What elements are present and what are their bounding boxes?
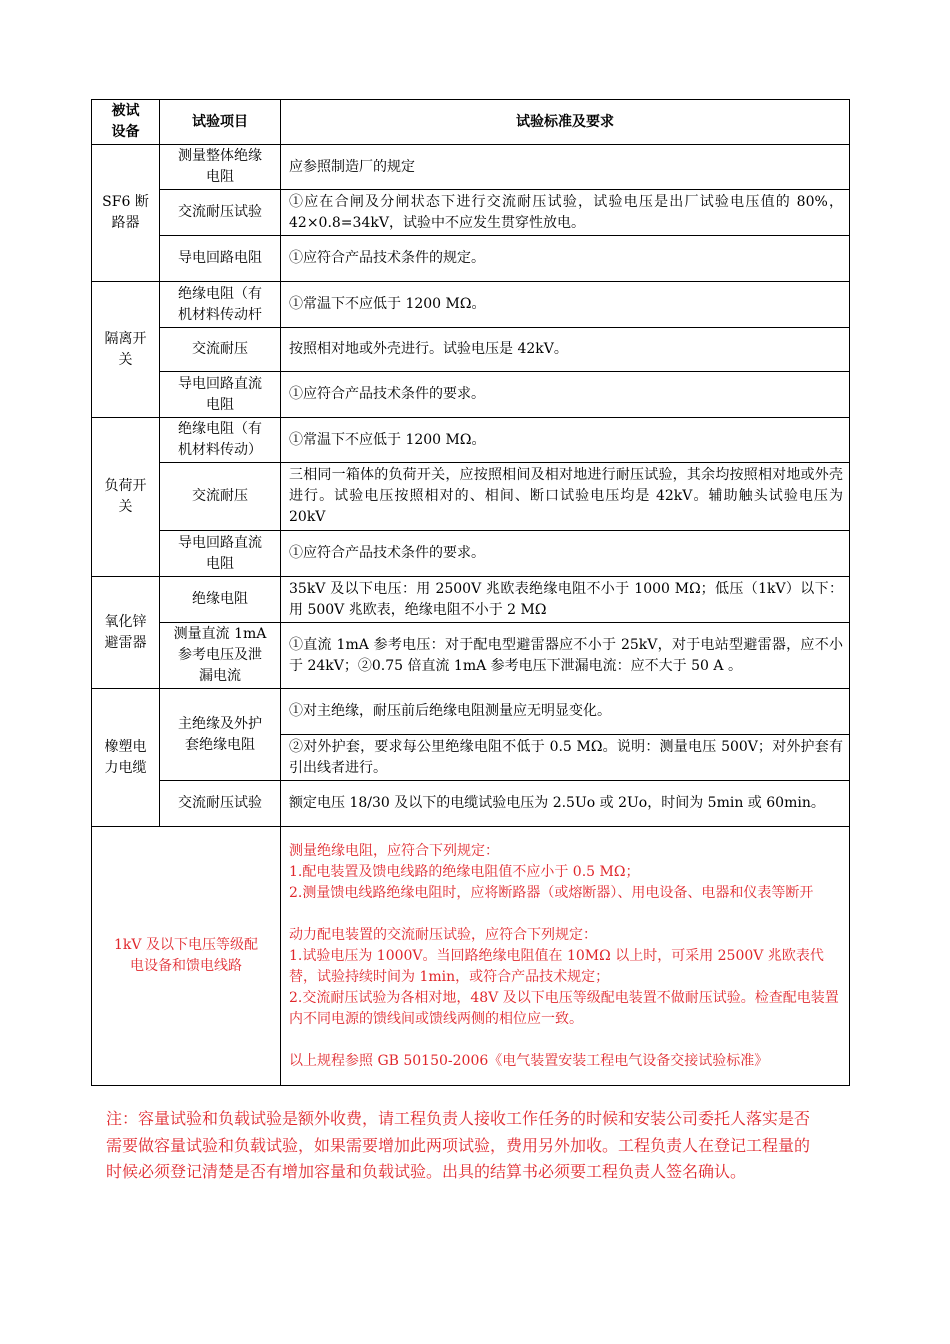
item-cell: 主绝缘及外护 套绝缘电阻 (160, 689, 281, 781)
standard-cell: 35kV 及以下电压：用 2500V 兆欧表绝缘电阻不小于 1000 MΩ；低压（1kV）以下：用 500V 兆欧表，绝缘电阻不小于 2 MΩ (281, 577, 850, 623)
standard-cell: ①对主绝缘，耐压前后绝缘电阻测量应无明显变化。 (281, 689, 850, 735)
item-cell: 导电回路电阻 (160, 236, 281, 282)
table-row (92, 372, 850, 418)
standard-cell: 三相同一箱体的负荷开关，应按照相间及相对地进行耐压试验，其余均按照相对地或外壳进行。试验电压按照相对的、相间、断口试验电压均是 42kV。辅助触头试验电压为 20kV (281, 463, 850, 531)
item-cell: 导电回路直流 电阻 (160, 531, 281, 577)
standard-cell: 测量绝缘电阻，应符合下列规定： 1.配电装置及馈电线路的绝缘电阻值不应小于 0.5 MΩ； 2.测量馈电线路绝缘电阻时，应将断路器（或熔断器）、用电设备、电器和仪表等断开 动力配电装置的交流耐压试验，应符合下列规定： 1.试验电压为 1000V。当回路绝缘电阻值在 10MΩ 以上时，可采用 2500V 兆欧表代替，试验持续时间为 1min，或符合产品技术规定； 2.交流耐压试验为各相对地，48V 及以下电压等级配电装置不做耐压试验。检查配电装置内不同电源的馈线间或馈线两侧的相位应一致。 以上规程参照 GB 50150-2006《电气装置安装工程电气设备交接试验标准》 (281, 827, 850, 1086)
item-cell: 交流耐压试验 (160, 781, 281, 827)
item-cell: 交流耐压 (160, 463, 281, 531)
device-cell: 氧化锌 避雷器 (92, 577, 160, 689)
standard-cell: ①应符合产品技术条件的规定。 (281, 236, 850, 282)
standard-cell: ①常温下不应低于 1200 MΩ。 (281, 282, 850, 328)
table-row (92, 623, 850, 689)
test-standards-table (91, 99, 850, 1086)
fee-note: 注：容量试验和负载试验是额外收费，请工程负责人接收工作任务的时候和安装公司委托人落实是否需要做容量试验和负载试验，如果需要增加此两项试验，费用另外加收。工程负责人在登记工程量的时候必须登记清楚是否有增加容量和负载试验。出具的结算书必须要工程负责人签名确认。 (106, 1109, 811, 1181)
table-row (92, 282, 850, 328)
standard-cell: 按照相对地或外壳进行。试验电压是 42kV。 (281, 328, 850, 372)
item-cell: 绝缘电阻（有 机材料传动杆 (160, 282, 281, 328)
device-cell: SF6 断 路器 (92, 145, 160, 282)
table-row (92, 328, 850, 372)
standard-cell: ①直流 1mA 参考电压：对于配电型避雷器应不小于 25kV，对于电站型避雷器，应不小于 24kV；②0.75 倍直流 1mA 参考电压下泄漏电流：应不大于 50 A 。 (281, 623, 850, 689)
standard-cell: ②对外护套，要求每公里绝缘电阻不低于 0.5 MΩ。说明：测量电压 500V；对外护套有引出线者进行。 (281, 735, 850, 781)
table-row (92, 827, 850, 1086)
table-row (92, 418, 850, 463)
table-row (92, 145, 850, 190)
header-device: 被试 设备 (92, 100, 160, 145)
item-cell: 测量整体绝缘 电阻 (160, 145, 281, 190)
device-cell: 隔离开 关 (92, 282, 160, 418)
item-cell: 交流耐压 (160, 328, 281, 372)
standard-cell: 额定电压 18/30 及以下的电缆试验电压为 2.5Uo 或 2Uo，时间为 5min 或 60min。 (281, 781, 850, 827)
table-row (92, 190, 850, 236)
table-row (92, 577, 850, 623)
table-row (92, 463, 850, 531)
table-row (92, 689, 850, 735)
header-item: 试验项目 (160, 100, 281, 145)
item-cell: 绝缘电阻（有 机材料传动） (160, 418, 281, 463)
item-cell: 绝缘电阻 (160, 577, 281, 623)
standard-cell: ①应符合产品技术条件的要求。 (281, 531, 850, 577)
device-cell: 1kV 及以下电压等级配 电设备和馈电线路 (92, 827, 281, 1086)
standard-cell: ①应在合闸及分闸状态下进行交流耐压试验，试验电压是出厂试验电压值的 80%，42×0.8=34kV，试验中不应发生贯穿性放电。 (281, 190, 850, 236)
item-cell: 导电回路直流 电阻 (160, 372, 281, 418)
header-standard: 试验标准及要求 (281, 100, 850, 145)
device-cell: 负荷开 关 (92, 418, 160, 577)
header-row (92, 100, 850, 145)
device-cell: 橡塑电 力电缆 (92, 689, 160, 827)
table-row (92, 781, 850, 827)
table-row (92, 531, 850, 577)
standard-cell: ①常温下不应低于 1200 MΩ。 (281, 418, 850, 463)
item-cell: 交流耐压试验 (160, 190, 281, 236)
table-row (92, 236, 850, 282)
item-cell: 测量直流 1mA 参考电压及泄 漏电流 (160, 623, 281, 689)
standard-cell: ①应符合产品技术条件的要求。 (281, 372, 850, 418)
standard-cell: 应参照制造厂的规定 (281, 145, 850, 190)
